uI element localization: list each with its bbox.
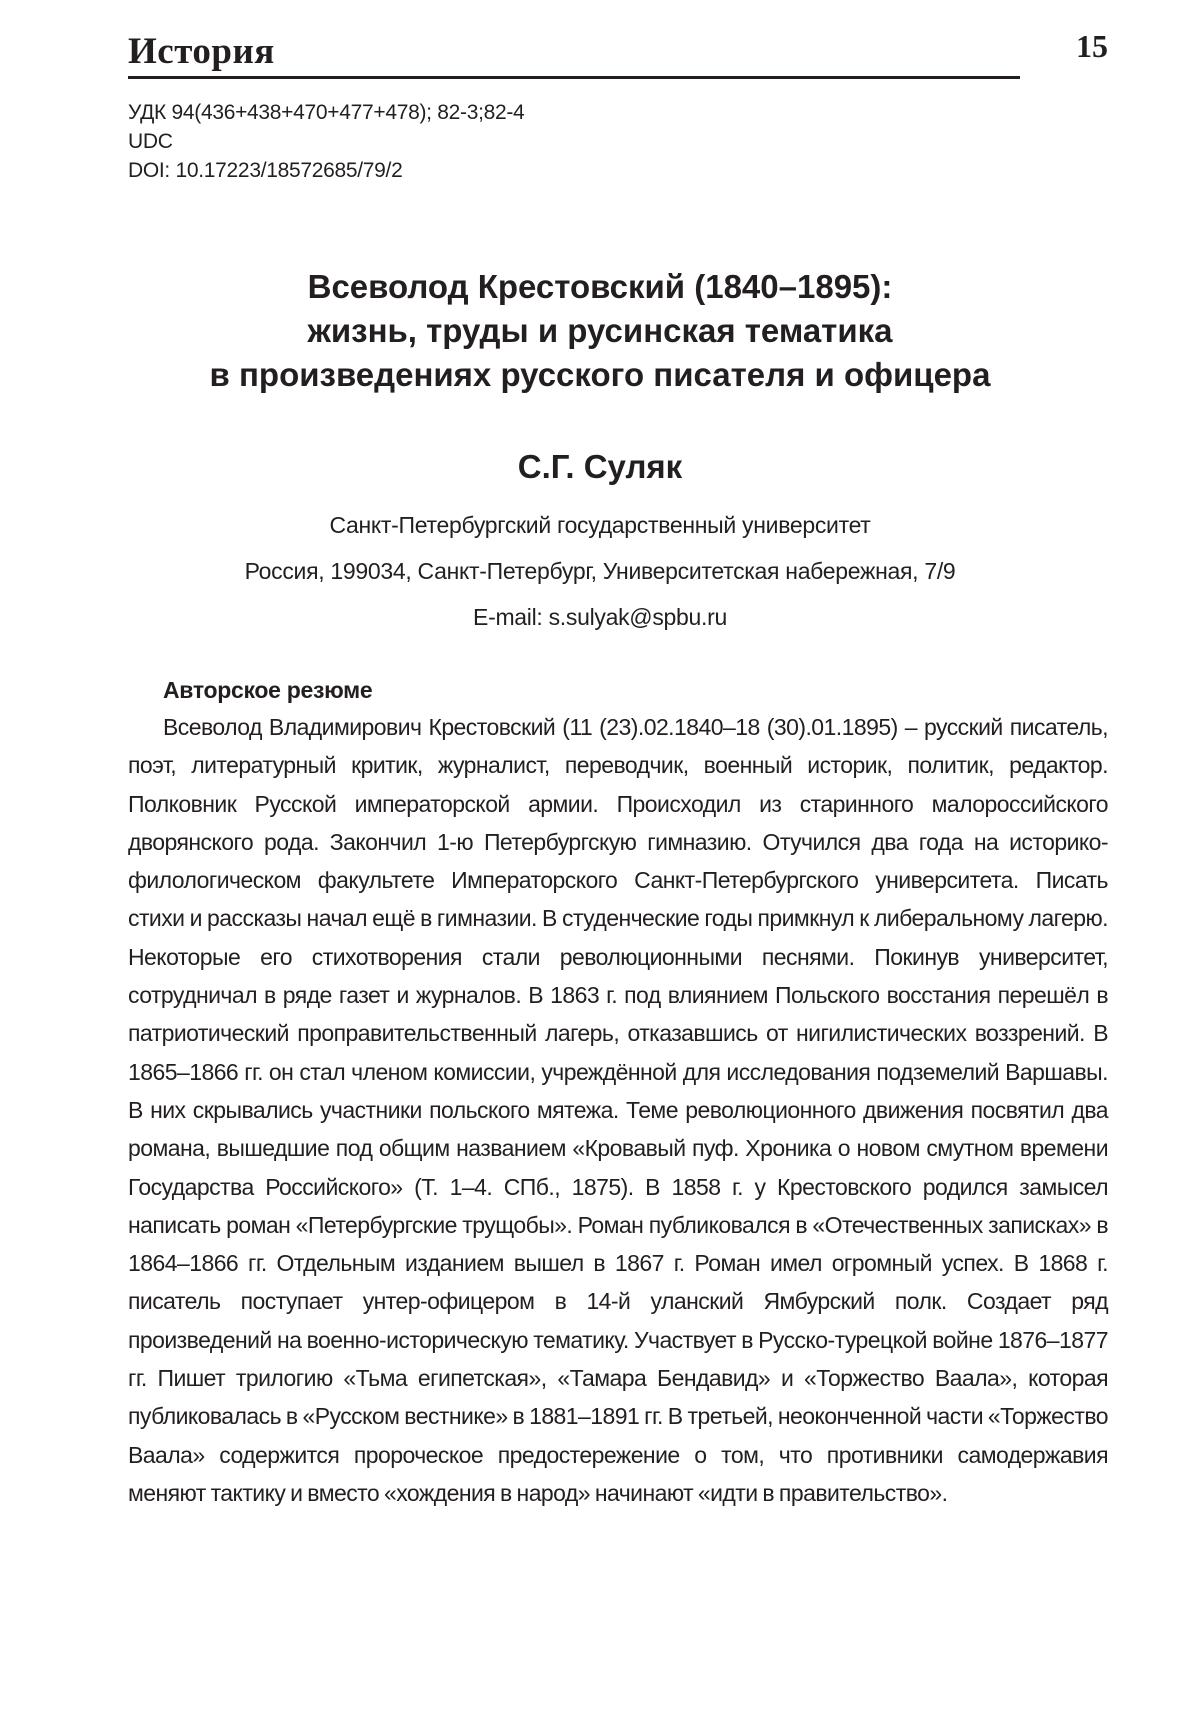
udk-code: УДК 94(436+438+470+477+478); 82-3;82-4	[128, 101, 525, 124]
page-number: 15	[1076, 28, 1108, 64]
article-title	[100, 265, 1100, 397]
author-name: С.Г. Суляк	[517, 448, 683, 485]
title-line-1: Всеволод Крестовский (1840–1895):	[307, 268, 893, 305]
author-email: E-mail: s.sulyak@spbu.ru	[473, 604, 727, 630]
author-affiliation: Санкт-Петербургский государственный университет	[329, 512, 871, 538]
doi: DOI: 10.17223/18572685/79/2	[128, 159, 403, 182]
section-label: История	[128, 31, 275, 72]
running-header	[128, 28, 1108, 80]
udc-code: UDC	[128, 130, 173, 153]
abstract-section	[128, 672, 1108, 1512]
title-line-3: в произведениях русского писателя и офицера	[209, 356, 991, 393]
title-line-2: жизнь, труды и русинская тематика	[307, 312, 893, 349]
header-rule	[128, 76, 1020, 79]
article-metadata	[128, 98, 524, 185]
abstract-text: Всеволод Владимирович Крестовский (11 (23).02.1840–18 (30).01.1895) – русский писатель, поэт, литературный критик, журналист, переводчик, военный историк, политик, редактор. Полковник Русской императорской армии. Происходил из старинного малороссийского дворянского рода. Закончил 1-ю Петербургскую гимназию. Отучился два года на историко-филологическом факультете Императорского Санкт-Петербургского университета. Писать стихи и рассказы начал ещё в гимназии. В студенческие годы примкнул к либеральному лагерю. Некоторые его стихотворения стали революционными песнями. Покинув университет, сотрудничал в ряде газет и журналов. В 1863 г. под влиянием Польского восстания перешёл в патриотический проправительственный лагерь, отказавшись от нигилистических воззрений. В 1865–1866 гг. он стал членом комиссии, учреждённой для исследования подземелий Варшавы. В них скрывались участники польского мятежа. Теме революционного движения посвятил два романа, вышедшие под общим названием «Кровавый пуф. Хроника о новом смутном времени Государства Российского» (Т. 1–4. СПб., 1875). В 1858 г. у Крестовского родился замысел написать роман «Петербургские трущобы». Роман публиковался в «Отечественных записках» в 1864–1866 гг. Отдельным изданием вышел в 1867 г. Роман имел огромный успех. В 1868 г. писатель поступает унтер-офицером в 14-й уланский Ямбурский полк. Создает ряд произведений на военно-историческую тематику. Участвует в Русско-турецкой войне 1876–1877 гг. Пишет трилогию «Тьма египетская», «Тамара Бендавид» и «Торжество Ваала», которая публиковалась в «Русском вестнике» в 1881–1891 гг. В третьей, неоконченной части «Торжество Ваала» содержится пророческое предостережение о том, что противники самодержавия меняют тактику и вместо «хождения в народ» начинают «идти в правительство».	[128, 714, 1108, 1506]
abstract-heading: Авторское резюме	[163, 677, 373, 703]
author-address: Россия, 199034, Санкт-Петербург, Университетская набережная, 7/9	[244, 558, 956, 584]
